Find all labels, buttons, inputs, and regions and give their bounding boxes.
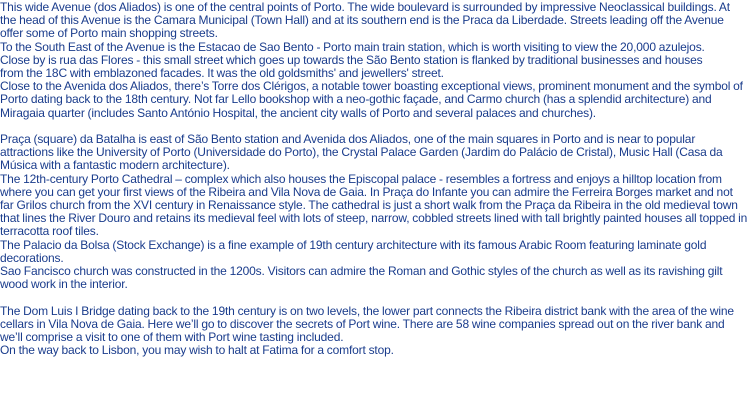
paragraph-sao-francisco-church: Sao Fancisco church was constructed in the 1200s. Visitors can admire the Roman and Gothic styles of the church as well as its ravishing gilt wood work in the interior. (0, 264, 723, 292)
paragraph-fatima-stop: On the way back to Lisbon, you may wish to halt at Fatima for a comfort stop. (0, 343, 394, 358)
paragraph-sao-bento-station: To the South East of the Avenue is the Estacao de Sao Bento - Porto main train station, which is worth visiting to view the 20,000 azulejos. (0, 39, 705, 54)
paragraph-dom-luis-bridge: The Dom Luis I Bridge dating back to the 19th century is on two levels, the lower part connects the Ribeira district bank with the area of the wine cellars in Vila Nova de Gaia. Here we’ll go to discover the secrets of Port wine. There are 58 wine companies spread out on the river bank and we’ll comprise a visit to one of them with Port wine tasting included. (0, 303, 734, 345)
paragraph-avenida-aliados: This wide Avenue (dos Aliados) is one of the central points of Porto. The wide boulevard is surrounded by impressive Neoclassical buildings. At the head of this Avenue is the Camara Municipal (Town Hall) and at its southern end is the Praca da Liberdade. Streets leading off the Avenue offer some of Porto main shopping streets. (0, 0, 730, 41)
paragraph-rua-das-flores-continued: from the 18C with emblazoned facades. It was the old goldsmiths' and jewellers' street. (0, 66, 444, 81)
paragraph-palacio-da-bolsa: The Palacio da Bolsa (Stock Exchange) is a fine example of 19th century architecture with its famous Arabic Room featuring laminate gold decorations. (0, 237, 707, 265)
paragraph-spacer (0, 291, 749, 304)
paragraph-praca-da-batalha: Praça (square) da Batalha is east of São Bento station and Avenida dos Aliados, one of the main squares in Porto and is near to popular attractions like the University of Porto (Universidade do Porto), the Crystal Palace Garden (Jardim do Palácio de Cristal), Music Hall (Casa da Música with a fantastic modern architecture). (0, 132, 723, 173)
paragraph-rua-das-flores: Close by is rua das Flores - this small street which goes up towards the São Bento station is flanked by traditional businesses and houses (0, 52, 703, 67)
paragraph-torre-dos-clerigos: Close to the Avenida dos Aliados, there’s Torre dos Clérigos, a notable tower boasting exceptional views, prominent monument and the symbol of Porto dating back to the 18th century. Not far Lello bookshop with a neo-gothic façade, and Carmo church (has a splendid architecture) and Miragaia quarter (includes Santo António Hospital, the ancient city walls of Porto and several palaces and churches). (0, 79, 743, 120)
paragraph-porto-cathedral: The 12th-century Porto Cathedral – complex which also houses the Episcopal palace - resembles a fortress and enjoys a hilltop location from where you can get your first views of the Ribeira and Vila Nova de Gaia. In Praça do Infante you can admire the Ferreira Borges market and not far Grilos church from the XVI century in Renaissance style. The cathedral is just a short walk from the Praça da Ribeira in the old medieval town that lines the River Douro and retains its medieval feel with lots of steep, narrow, cobbled streets lined with tall brightly painted houses all topped in terracotta roof tiles. (0, 171, 748, 239)
